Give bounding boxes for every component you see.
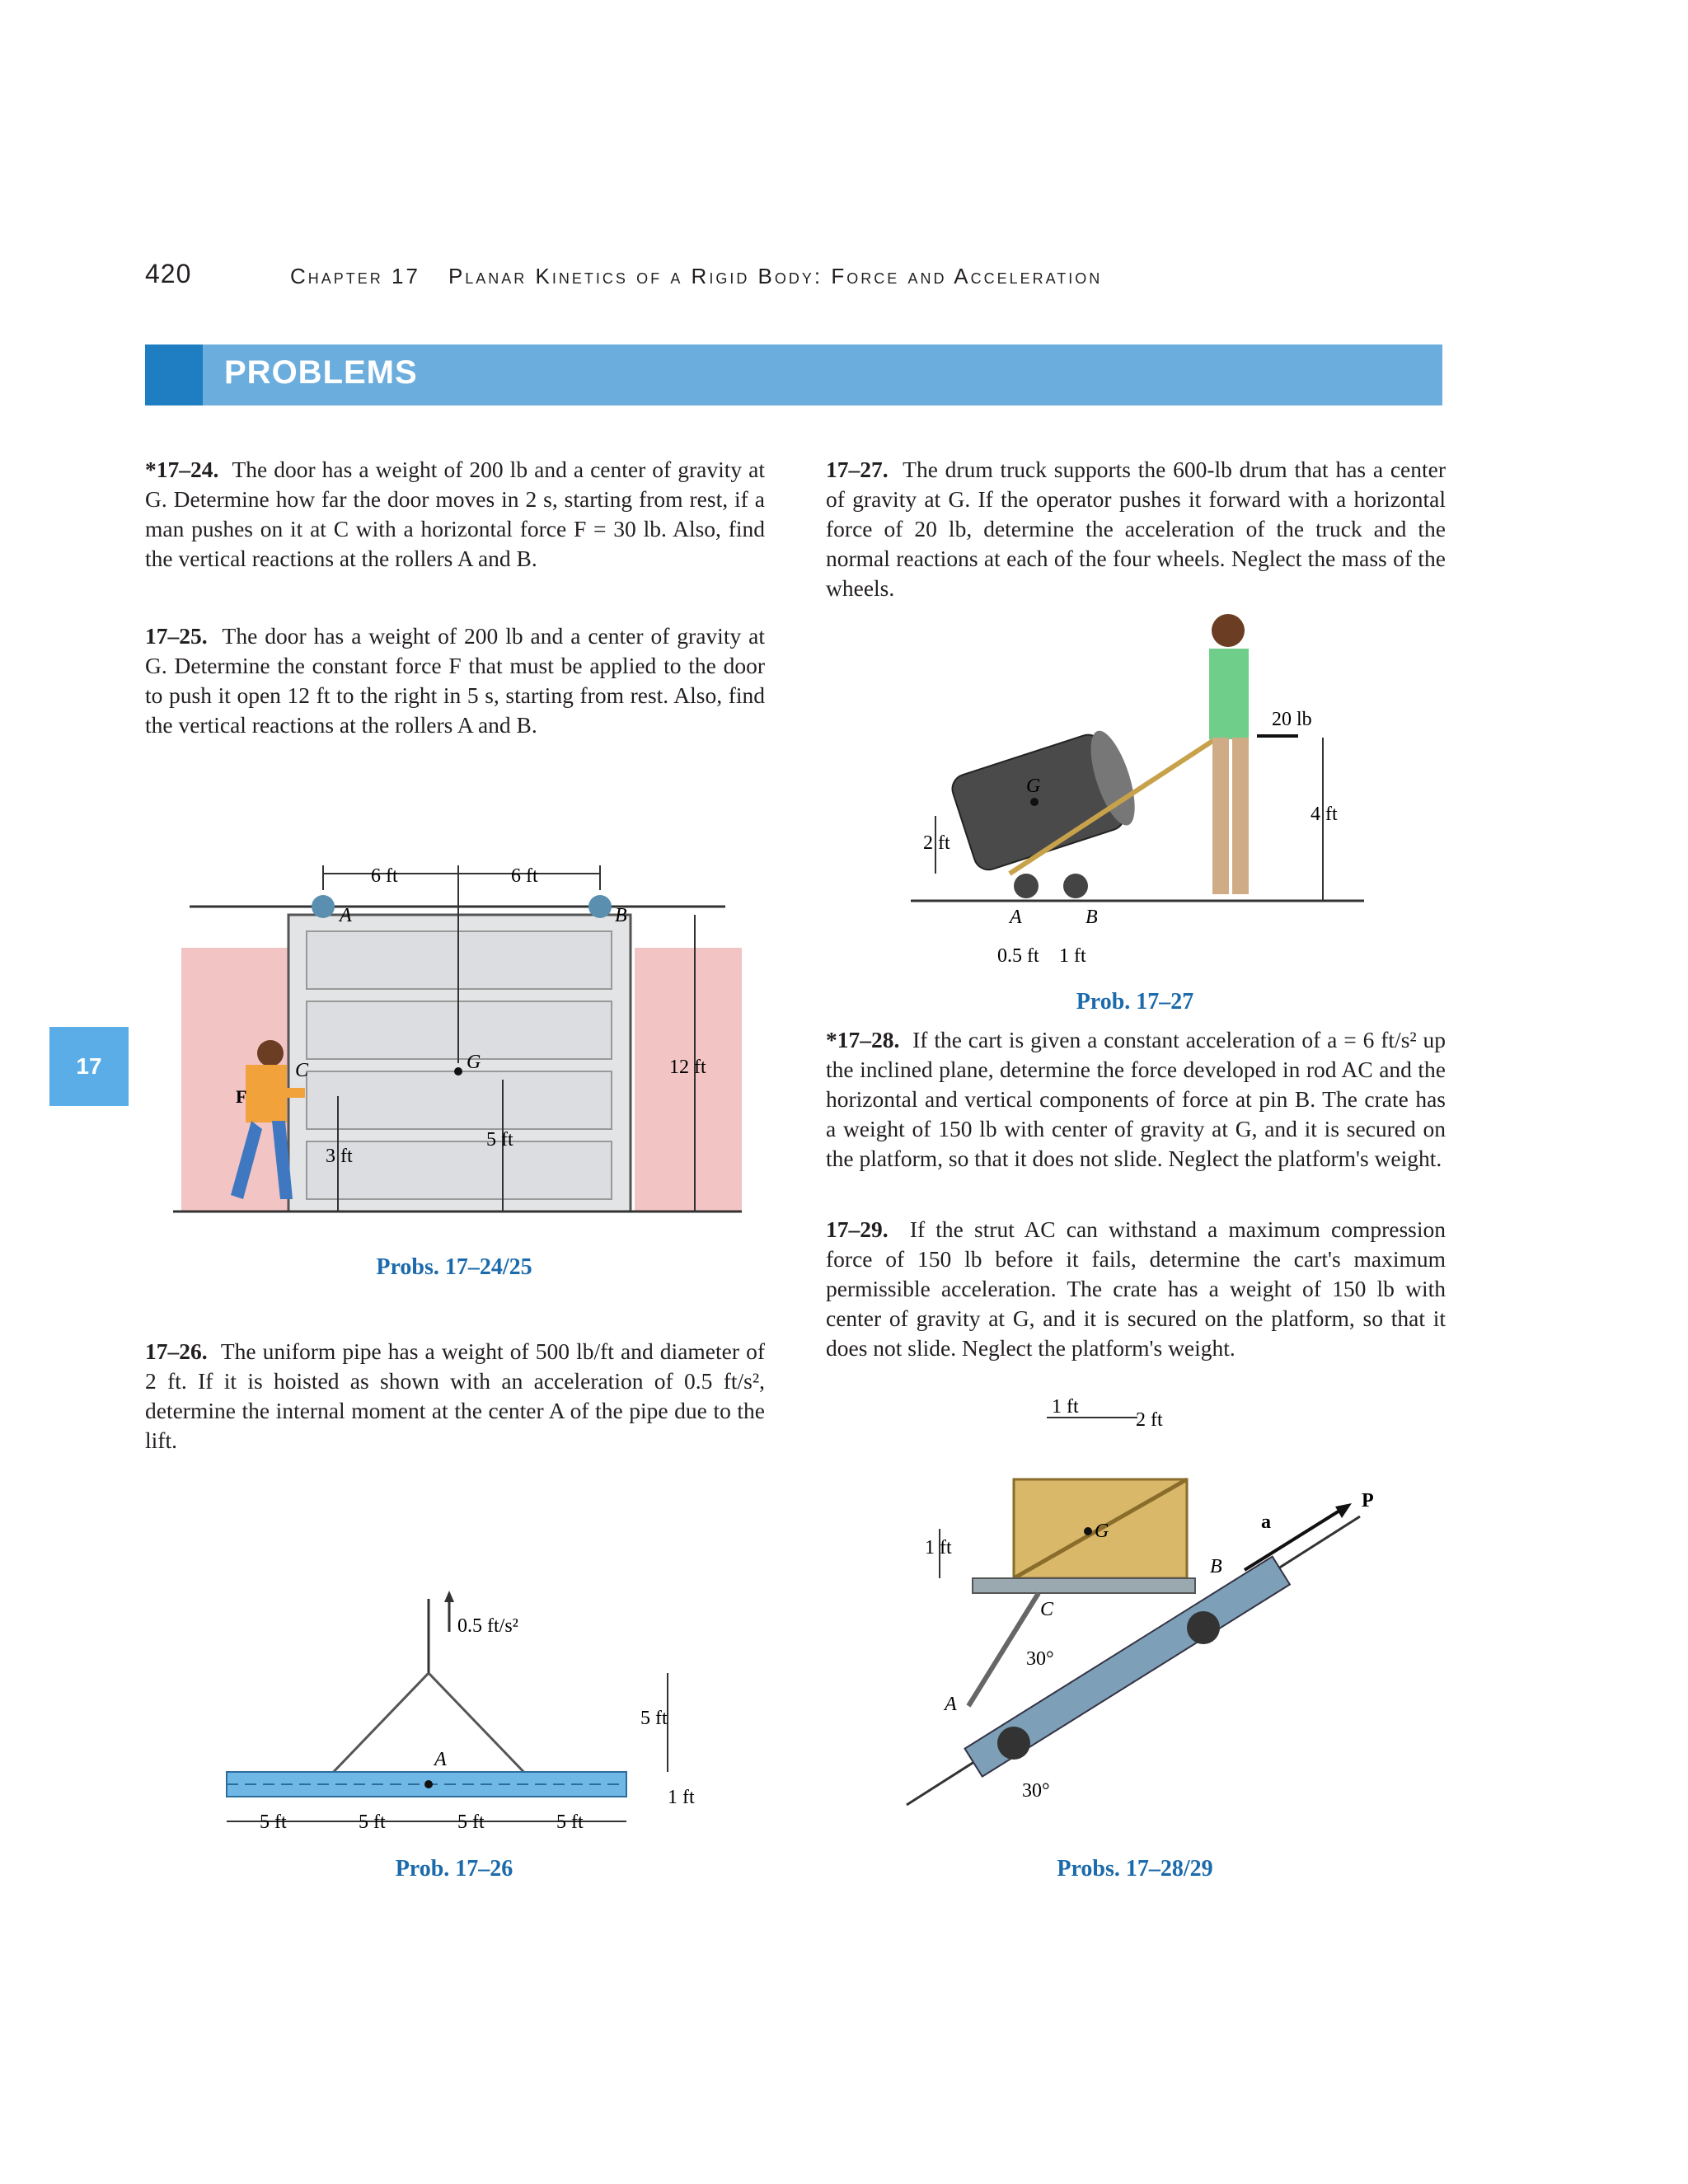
dim-3ft: 3 ft — [326, 1146, 353, 1167]
caption-pipe: Prob. 17–26 — [395, 1856, 513, 1882]
label-b: B — [1085, 907, 1098, 928]
cart-figure — [898, 1393, 1393, 1821]
center-of-gravity — [1030, 798, 1039, 806]
problem-number: 17–26. — [145, 1338, 208, 1364]
brick-wall-right — [635, 948, 742, 1212]
pipe-figure — [218, 1582, 713, 1846]
span-label: 5 ft — [260, 1811, 287, 1833]
wheel-a — [1014, 874, 1039, 898]
section-title: PROBLEMS — [224, 354, 418, 391]
problem-number: 17–25. — [145, 623, 208, 649]
accel-arrowhead — [444, 1591, 454, 1602]
problem-number: 17–27. — [826, 457, 889, 482]
dim-5ft-vert-label: 5 ft — [640, 1708, 668, 1729]
operator-figure — [1209, 614, 1249, 894]
label-g: G — [1095, 1521, 1109, 1542]
problem-text: The door has a weight of 200 lb and a center of gravity at G. Determine the constant force F that must be applied to the door to push it open 12 ft to the right in 5 s, starting from rest. Also, find the vertical reactions at the rollers A and B. — [145, 623, 765, 738]
wheel-b — [1063, 874, 1088, 898]
span-label: 5 ft — [359, 1811, 386, 1833]
dim-6ft-right: 6 ft — [511, 865, 538, 887]
chapter-label: Chapter 17 — [290, 264, 420, 288]
label-a: A — [1010, 907, 1022, 928]
label-a: A — [945, 1694, 957, 1715]
label-c: C — [1040, 1599, 1054, 1620]
dim-2ft: 2 ft — [923, 832, 950, 854]
problem-text: The door has a weight of 200 lb and a center of gravity at G. Determine how far the door moves in 2 s, starting from rest, if a man pushes on it at C with a horizontal force F = 30 lb. Also, find the vertical reactions at the rollers A and B. — [145, 457, 765, 571]
chapter-tab: 17 — [49, 1027, 129, 1106]
chapter-title: Planar Kinetics of a Rigid Body: Force and Acceleration — [448, 264, 1103, 288]
problem-17-24 — [145, 455, 765, 574]
roller-b — [588, 895, 612, 918]
caption-door: Probs. 17–24/25 — [376, 1254, 532, 1280]
span-label: 5 ft — [457, 1811, 485, 1833]
caption-cart: Probs. 17–28/29 — [1057, 1856, 1213, 1882]
roller-a — [312, 895, 335, 918]
center-a — [424, 1780, 433, 1788]
problem-number: *17–24. — [145, 457, 219, 482]
dim-4ft: 4 ft — [1311, 804, 1338, 825]
force-p-arrow — [1245, 1508, 1343, 1570]
label-b: B — [615, 905, 627, 926]
center-of-gravity — [1084, 1527, 1092, 1535]
dim-12ft: 12 ft — [669, 1057, 706, 1078]
accel-label: 0.5 ft/s² — [457, 1615, 518, 1637]
force-p-arrowhead — [1335, 1503, 1352, 1518]
force-label: 20 lb — [1272, 709, 1312, 730]
label-b: B — [1210, 1556, 1222, 1577]
dim-6ft-left: 6 ft — [371, 865, 398, 887]
span-label: 5 ft — [556, 1811, 584, 1833]
dim-05ft: 0.5 ft — [997, 945, 1039, 967]
problem-text: If the cart is given a constant acceleration of a = 6 ft/s² up the inclined plane, determine the force developed in rod AC and the horizontal and vertical components of force at pin B. The crate has a weight of 150 lb with center of gravity at G, and it is secured on the platform, so that it does not slide. Neglect the platform's weight. — [826, 1027, 1447, 1171]
problem-17-27 — [826, 455, 1446, 603]
problem-17-25 — [145, 621, 765, 740]
wheel-front — [1187, 1611, 1220, 1644]
label-g: G — [467, 1052, 481, 1073]
dim-5ft: 5 ft — [486, 1129, 513, 1151]
dim-1ft-top: 1 ft — [1052, 1396, 1079, 1418]
dim-1ft-left: 1 ft — [925, 1537, 952, 1558]
sling-left — [326, 1673, 429, 1780]
door-figure — [165, 849, 758, 1236]
label-accel: a — [1261, 1511, 1271, 1533]
label-c: C — [295, 1060, 309, 1081]
problem-number: *17–28. — [826, 1027, 900, 1052]
angle-strut: 30° — [1026, 1648, 1054, 1670]
page-number: 420 — [145, 259, 192, 288]
problem-17-28 — [826, 1025, 1446, 1174]
problem-text: The uniform pipe has a weight of 500 lb/ft and diameter of 2 ft. If it is hoisted as shown with an acceleration of 0.5 ft/s², determine the internal moment at the center A of the pipe due to the lift. — [145, 1338, 766, 1453]
label-a: A — [434, 1749, 447, 1770]
platform — [973, 1578, 1195, 1593]
problem-text: The drum truck supports the 600-lb drum that has a center of gravity at G. If the operator pushes it forward with a horizontal force of 20 lb, determine the acceleration of the truck and the normal reactions at each of the four wheels. Neglect the mass of the wheels. — [826, 457, 1447, 601]
caption-truck: Prob. 17–27 — [1076, 989, 1194, 1015]
angle-incline: 30° — [1022, 1780, 1050, 1802]
problem-number: 17–29. — [826, 1216, 889, 1242]
truck-figure — [911, 606, 1372, 968]
wheel-rear — [997, 1727, 1030, 1760]
dim-2ft: 2 ft — [1136, 1409, 1163, 1431]
problem-text: If the strut AC can withstand a maximum compression force of 150 lb before it fails, determine the cart's maximum permissible acceleration. The crate has a weight of 150 lb with center of gravity at G, and it is secured on the platform, so that it does not slide. Neglect the platform's weight. — [826, 1216, 1446, 1361]
problem-17-29 — [826, 1215, 1446, 1363]
dim-1ft: 1 ft — [1059, 945, 1086, 967]
problem-17-26 — [145, 1337, 765, 1455]
door-section — [307, 1071, 612, 1129]
dim-1ft-label: 1 ft — [668, 1787, 695, 1808]
label-p: P — [1362, 1490, 1374, 1511]
running-head — [290, 264, 1130, 289]
center-of-gravity — [454, 1067, 462, 1076]
problems-banner — [145, 344, 1442, 405]
label-a: A — [340, 905, 352, 926]
label-g: G — [1026, 776, 1041, 797]
label-f: F — [236, 1086, 247, 1107]
banner-accent-block — [145, 344, 203, 405]
